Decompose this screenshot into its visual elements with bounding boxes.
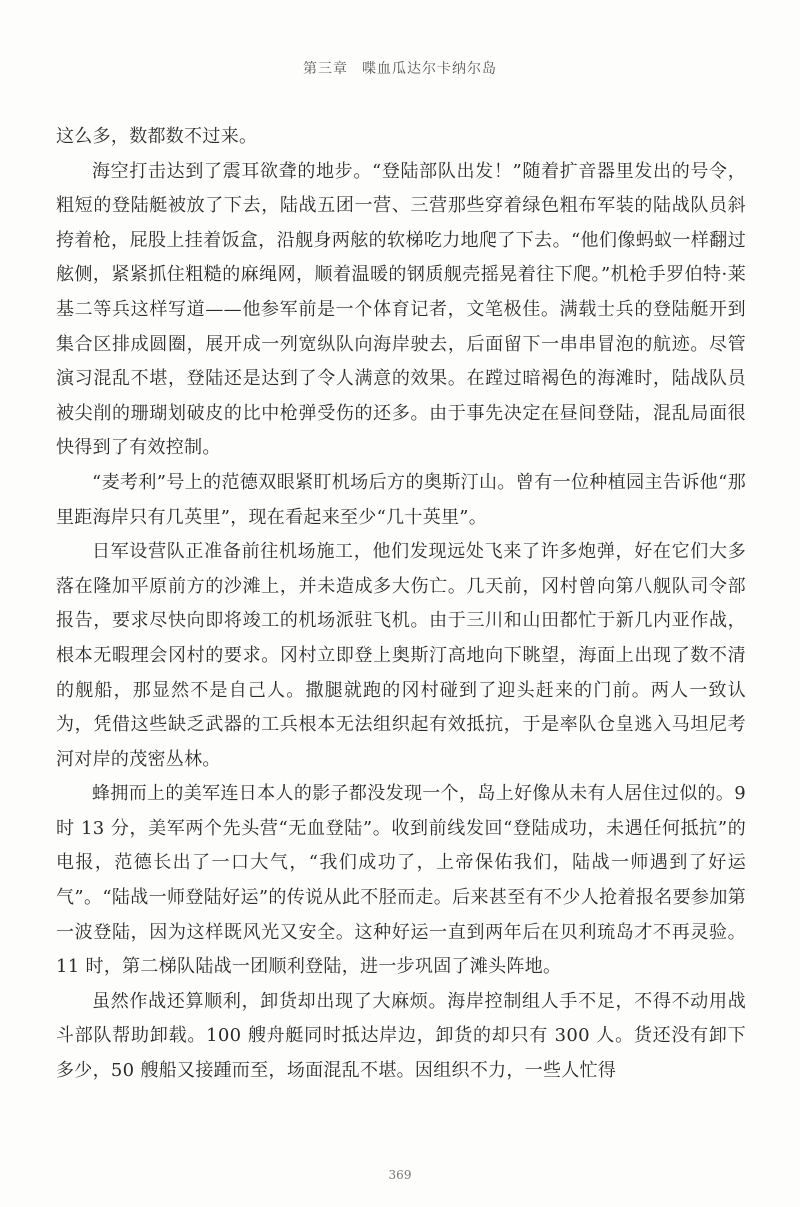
paragraph: 日军设营队正准备前往机场施工，他们发现远处飞来了许多炮弹，好在它们大多落在隆加平原前方的沙滩上，并未造成多大伤亡。几天前，冈村曾向第八舰队司令部报告，要求尽快向即将竣工的机场派驻飞机。由于三川和山田都忙于新几内亚作战，根本无暇理会冈村的要求。冈村立即登上奥斯汀高地向下眺望，海面上出现了数不清的舰船，那显然不是自己人。撒腿就跑的冈村碰到了迎头赶来的门前。两人一致认为，凭借这些缺乏武器的工兵根本无法组织起有效抵抗，于是率队仓皇逃入马坦尼考河对岸的茂密丛林。 [56, 541, 746, 770]
paragraph: 海空打击达到了震耳欲聋的地步。“登陆部队出发！”随着扩音器里发出的号令，粗短的登陆艇被放了下去，陆战五团一营、三营那些穿着绿色粗布军装的陆战队员斜挎着枪，屁股上挂着饭盒，沿舰身两舷的软梯吃力地爬了下去。“他们像蚂蚁一样翻过舷侧，紧紧抓住粗糙的麻绳网，顺着温暖的钢质舰壳摇晃着往下爬。”机枪手罗伯特·莱基二等兵这样写道——他参军前是一个体育记者，文笔极佳。满载士兵的登陆艇开到集合区排成圆圈，展开成一列宽纵队向海岸驶去，后面留下一串串冒泡的航迹。尽管演习混乱不堪，登陆还是达到了令人满意的效果。在蹚过暗褐色的海滩时，陆战队员被尖削的珊瑚划破皮的比中枪弹受伤的还多。由于事先决定在昼间登陆，混乱局面很快得到了有效控制。 [56, 160, 746, 459]
body-text [56, 120, 746, 1089]
chapter-label: 第三章 [303, 61, 348, 77]
paragraph: 这么多，数都数不过来。 [56, 126, 258, 147]
paragraph: “麦考利”号上的范德双眼紧盯机场后方的奥斯汀山。曾有一位种植园主告诉他“那里距海岸只有几英里”，现在看起来至少“几十英里”。 [56, 471, 746, 528]
paragraph: 蜂拥而上的美军连日本人的影子都没发现一个，岛上好像从未有人居住过似的。9 时 13 分，美军两个先头营“无血登陆”。收到前线发回“登陆成功，未遇任何抵抗”的电报，范德长出了一口大气，“我们成功了，上帝保佑我们，陆战一师遇到了好运气”。“陆战一师登陆好运”的传说从此不胫而走。后来甚至有不少人抢着报名要参加第一波登陆，因为这样既风光又安全。这种好运一直到两年后在贝利琉岛才不再灵验。11 时，第二梯队陆战一团顺利登陆，进一步巩固了滩头阵地。 [56, 783, 746, 978]
page-number: 369 [388, 1168, 412, 1182]
paragraph: 虽然作战还算顺利，卸货却出现了大麻烦。海岸控制组人手不足，不得不动用战斗部队帮助卸载。100 艘舟艇同时抵达岸边，卸货的却只有 300 人。货还没有卸下多少，50 艘船又接踵而至，场面混乱不堪。因组织不力，一些人忙得 [56, 990, 746, 1082]
running-header [0, 58, 800, 78]
chapter-title: 喋血瓜达尔卡纳尔岛 [362, 61, 497, 77]
